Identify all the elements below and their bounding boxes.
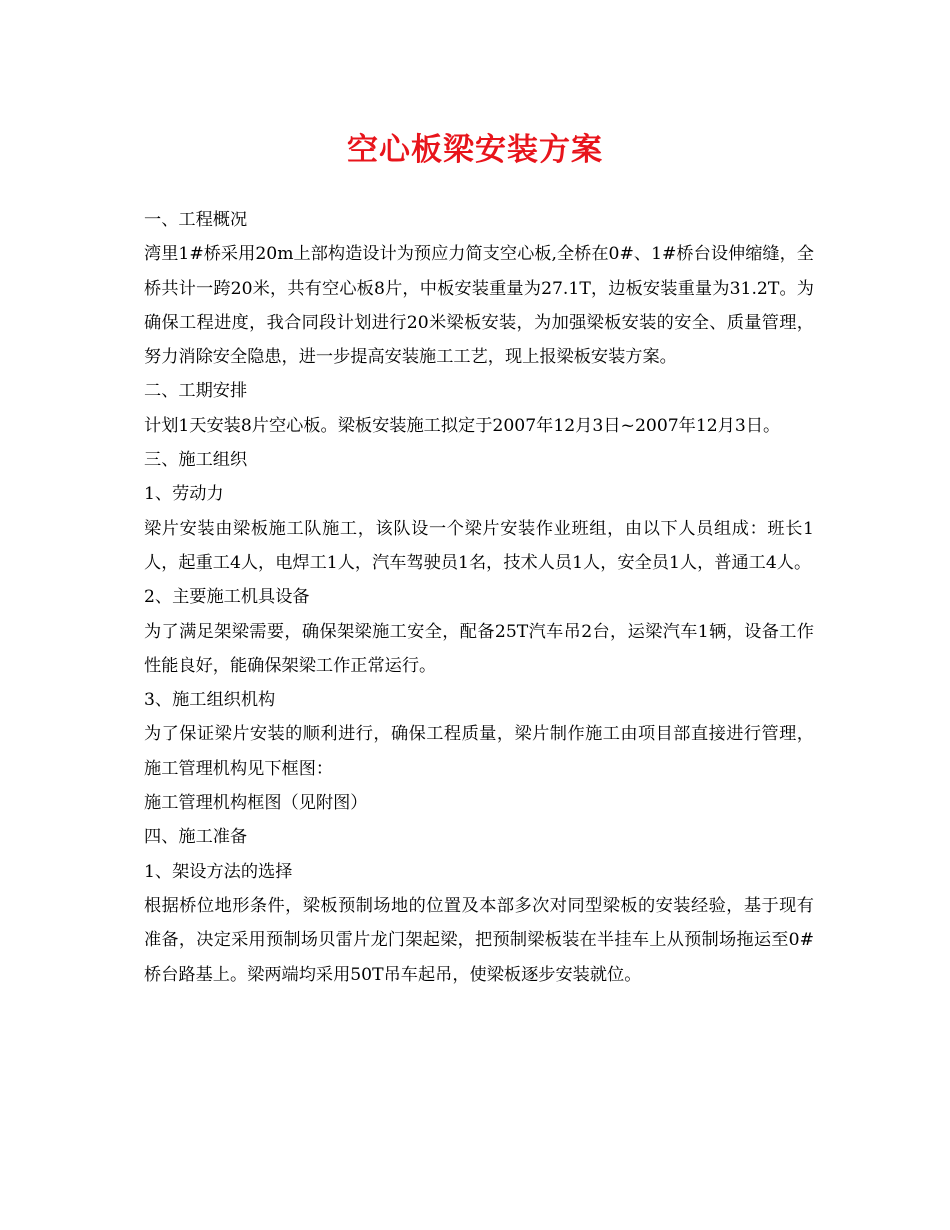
section-heading-organization: 三、施工组织 bbox=[144, 450, 248, 471]
document-body bbox=[144, 203, 814, 992]
paragraph-labor: 梁片安装由梁板施工队施工，该队设一个梁片安装作业班组，由以下人员组成：班长1人，起重工4人，电焊工1人，汽车驾驶员1名，技术人员1人，安全员1人，普通工4人。 bbox=[144, 518, 814, 573]
document-title: 空心板梁安装方案 bbox=[347, 132, 603, 168]
paragraph-overview: 湾里1#桥采用20m上部构造设计为预应力简支空心板,全桥在0#、1#桥台设伸缩缝，全桥共计一跨20米，共有空心板8片，中板安装重量为27.1T，边板安装重量为31.2T。为确保工程进度，我合同段计划进行20米梁板安装，为加强梁板安装的安全、质量管理，努力消除安全隐患，进一步提高安装施工工艺，现上报梁板安装方案。 bbox=[144, 244, 814, 368]
paragraph-equipment: 为了满足架梁需要，确保架梁施工安全，配备25T汽车吊2台，运梁汽车1辆，设备工作性能良好，能确保架梁工作正常运行。 bbox=[144, 621, 814, 676]
section-heading-overview: 一、工程概况 bbox=[144, 210, 248, 230]
paragraph-org-structure: 为了保证梁片安装的顺利进行，确保工程质量，梁片制作施工由项目部直接进行管理，施工管理机构见下框图： bbox=[144, 724, 814, 779]
subheading-equipment: 2、主要施工机具设备 bbox=[144, 587, 310, 608]
org-chart-note: 施工管理机构框图（见附图） bbox=[144, 793, 368, 814]
paragraph-schedule: 计划1天安装8片空心板。梁板安装施工拟定于2007年12月3日~2007年12月3日。 bbox=[144, 415, 781, 436]
subheading-erection-method: 1、架设方法的选择 bbox=[144, 861, 293, 882]
subheading-org-structure: 3、施工组织机构 bbox=[144, 690, 276, 711]
section-heading-schedule: 二、工期安排 bbox=[144, 381, 248, 402]
section-heading-preparation: 四、施工准备 bbox=[144, 827, 248, 848]
paragraph-erection-method: 根据桥位地形条件，梁板预制场地的位置及本部多次对同型梁板的安装经验，基于现有准备，决定采用预制场贝雷片龙门架起梁，把预制梁板装在半挂车上从预制场拖运至0#桥台路基上。梁两端均采用50T吊车起吊，使梁板逐步安装就位。 bbox=[144, 895, 814, 985]
subheading-labor: 1、劳动力 bbox=[144, 484, 224, 505]
